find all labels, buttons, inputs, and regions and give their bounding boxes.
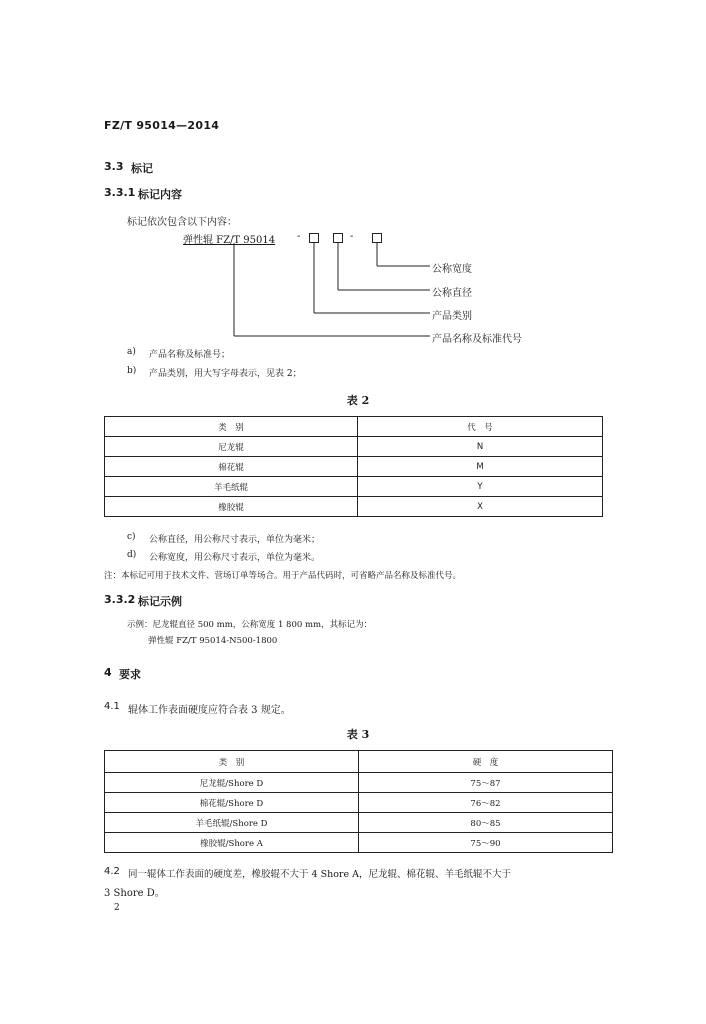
table-header-row (105, 417, 603, 437)
subsection-number: 3.3.1 (104, 186, 136, 199)
table-row (105, 437, 603, 457)
marking-dash: - (297, 231, 301, 242)
list-item-a: 产品名称及标准号； (149, 350, 231, 360)
table-cell: N (358, 437, 603, 457)
table3 (104, 750, 613, 853)
table-cell: 羊毛纸辊/Shore D (105, 813, 359, 833)
subsection-title: 标记示例 (138, 595, 182, 608)
table-cell: 棉花辊 (105, 457, 358, 477)
leader-label-category: 产品类别 (432, 311, 472, 322)
clause-number: 4.1 (104, 701, 120, 712)
table-header-cell: 代 号 (358, 417, 603, 437)
table-cell: 橡胶辊/Shore A (105, 833, 359, 853)
table-cell: 橡胶辊 (105, 497, 358, 517)
marking-prefix: 弹性辊 FZ/T 95014 (183, 235, 276, 246)
table-cell: M (358, 457, 603, 477)
list-letter: d) (127, 550, 137, 560)
leader-label-width: 公称宽度 (432, 264, 472, 275)
document-code: FZ/T 95014—2014 (104, 119, 220, 132)
marking-dash: - (350, 231, 354, 242)
table-header-cell: 类 别 (105, 751, 359, 773)
list-letter: b) (127, 366, 137, 376)
page-number: 2 (114, 903, 120, 913)
list-letter: a) (127, 347, 136, 357)
list-letter: c) (127, 532, 136, 542)
section-number: 4 (104, 666, 112, 679)
table-row (105, 813, 613, 833)
table-row (105, 773, 613, 793)
section-title: 标记 (131, 162, 153, 175)
clause-text-continued: 3 Shore D。 (104, 888, 165, 899)
table-header-cell: 硬 度 (359, 751, 613, 773)
leader-label-name-standard: 产品名称及标准代号 (432, 334, 522, 345)
table-cell: 80～85 (359, 813, 613, 833)
table2 (104, 416, 603, 517)
note: 注：本标记可用于技术文件、营场订单等场合。用于产品代码时，可省略产品名称及标准代号。 (104, 571, 462, 581)
table-header-cell: 类 别 (105, 417, 358, 437)
subsection-number: 3.3.2 (104, 593, 136, 606)
table-row (105, 793, 613, 813)
table-row (105, 833, 613, 853)
table-cell: 75～87 (359, 773, 613, 793)
list-item-c: 公称直径，用公称尺寸表示，单位为毫米； (149, 535, 321, 545)
table2-caption: 表 2 (346, 394, 370, 407)
table3-caption: 表 3 (346, 728, 370, 741)
table-row (105, 457, 603, 477)
table-row (105, 477, 603, 497)
list-item-d: 公称宽度，用公称尺寸表示，单位为毫米。 (149, 553, 321, 563)
section-title: 要求 (119, 668, 141, 681)
example-marking: 弹性辊 FZ/T 95014-N500-1800 (148, 636, 278, 646)
clause-number: 4.2 (104, 866, 120, 877)
table-cell: X (358, 497, 603, 517)
table-row (105, 497, 603, 517)
subsection-title: 标记内容 (138, 188, 182, 201)
table-cell: 羊毛纸辊 (105, 477, 358, 497)
table-cell: 76～82 (359, 793, 613, 813)
clause-text: 同一辊体工作表面的硬度差，橡胶辊不大于 4 Shore A，尼龙辊、棉花辊、羊毛纸辊不大于 (128, 869, 511, 880)
section-number: 3.3 (104, 160, 124, 173)
leader-label-diameter: 公称直径 (432, 288, 472, 299)
clause-text: 辊体工作表面硬度应符合表 3 规定。 (128, 705, 291, 716)
example-text: 示例：尼龙辊直径 500 mm，公称宽度 1 800 mm，其标记为： (127, 620, 373, 630)
table-cell: 尼龙辊 (105, 437, 358, 457)
table-header-row (105, 751, 613, 773)
table-cell: 棉花辊/Shore D (105, 793, 359, 813)
table-cell: 尼龙辊/Shore D (105, 773, 359, 793)
marking-intro: 标记依次包含以下内容： (127, 217, 237, 228)
table-cell: Y (358, 477, 603, 497)
table-cell: 75～90 (359, 833, 613, 853)
list-item-b: 产品类别，用大写字母表示，见表 2； (149, 369, 302, 379)
marking-leader-lines (0, 0, 706, 360)
